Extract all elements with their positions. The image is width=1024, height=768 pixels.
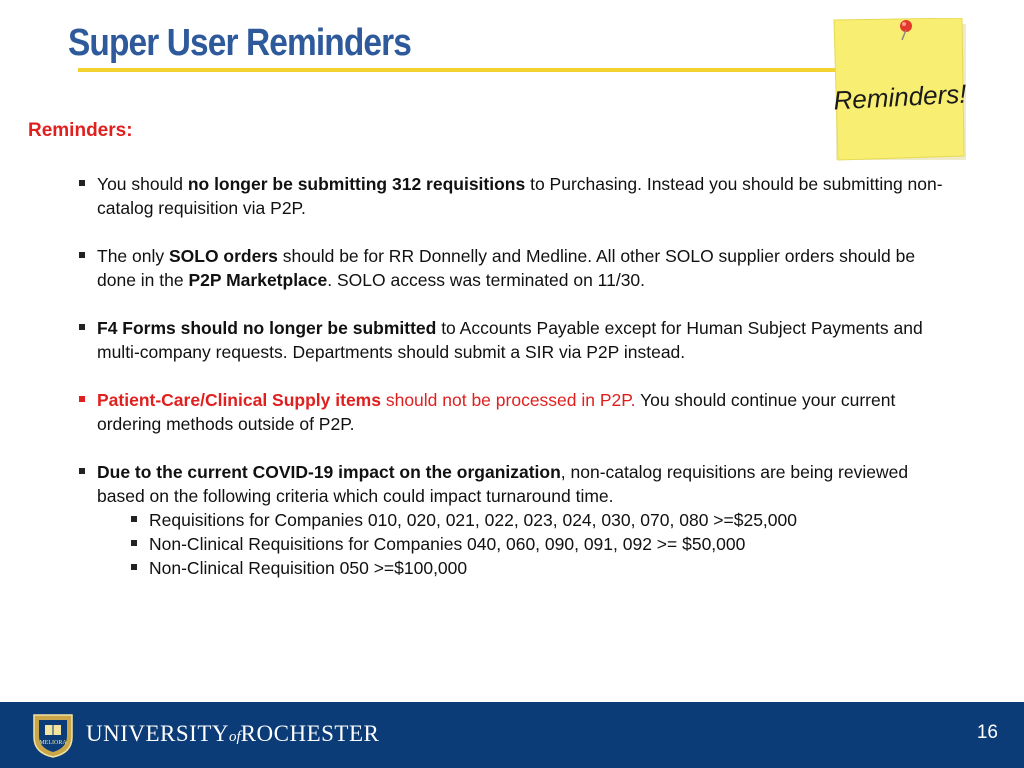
sticky-note-reminders-image (832, 18, 968, 162)
page-number: 16 (976, 722, 998, 743)
criteria-sub-bullet: Non-Clinical Requisition 050 >=$100,000 (97, 556, 954, 580)
criteria-sub-bullet: Non-Clinical Requisitions for Companies 040, 060, 090, 091, 092 >= $50,000 (97, 532, 954, 556)
reminder-bullet-patient-care: Patient-Care/Clinical Supply items should not be processed in P2P. You should continue your current ordering methods outside of P2P. (0, 388, 1024, 436)
reminder-bullet-solo-orders: The only SOLO orders should be for RR Donnelly and Medline. All other SOLO supplier orders should be done in the P2P Marketplace. SOLO access was terminated on 11/30. (0, 244, 1024, 292)
reminder-bullet-covid-19: Due to the current COVID-19 impact on the organization, non-catalog requisitions are being reviewed based on the following criteria which could impact turnaround time. Requisitions for Companies 010, 020, 021, 022, 023, 024, 030, 070, 080 >=$25,000 Non-Clinical Requisitions for Companies 040, 060, 090, 091, 092 >= $50,000 Non-Clinical Requisition 050 >=$100,000 (0, 460, 1024, 580)
slide-title: Super User Reminders (68, 22, 411, 64)
reminder-bullet-312-requisitions: You should no longer be submitting 312 requisitions to Purchasing. Instead you should be submitting non-catalog requisition via P2P. (0, 172, 1024, 220)
reminder-list (0, 172, 1024, 604)
title-underline (78, 68, 838, 72)
university-wordmark: UNIVERSITYofROCHESTER (86, 721, 380, 746)
reminders-subheading: Reminders: (28, 120, 133, 141)
university-seal-icon (30, 711, 76, 759)
reminder-bullet-f4-forms: F4 Forms should no longer be submitted to Accounts Payable except for Human Subject Payments and multi-company requests. Departments should submit a SIR via P2P instead. (0, 316, 1024, 364)
sticky-note-text: Reminders! (832, 78, 968, 116)
seal-motto: MELIORA (39, 740, 67, 746)
footer-bar (0, 702, 1024, 768)
criteria-sub-bullet: Requisitions for Companies 010, 020, 021, 022, 023, 024, 030, 070, 080 >=$25,000 (97, 508, 954, 532)
